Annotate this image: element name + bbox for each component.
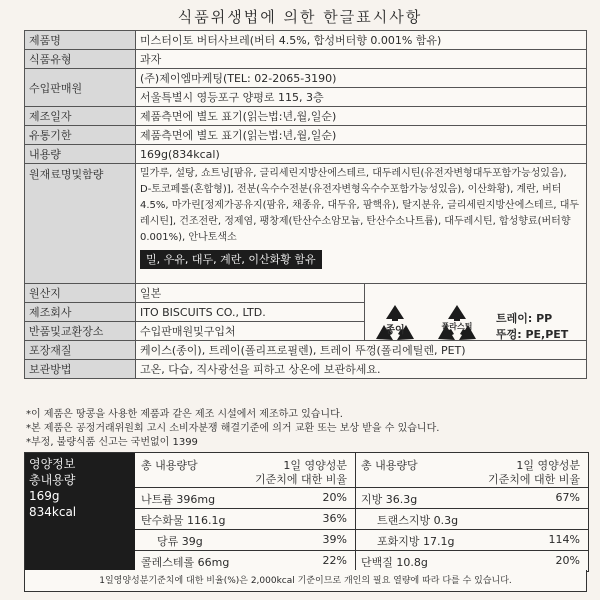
nutrient-name: 콜레스테롤 66mg: [141, 556, 230, 569]
paper-recycle-icon: [370, 301, 420, 351]
nutrition-column-right: [355, 453, 588, 571]
nutrient-row: [355, 488, 588, 509]
nutrition-total-amount: 169g: [29, 489, 60, 503]
food-type-label: 식품유형: [25, 50, 136, 69]
expiry-date: 제품측면에 별도 표기(읽는법:년,월,일순): [136, 126, 587, 145]
nutrient-row: [135, 509, 355, 530]
importer-label: 수입판매원: [25, 69, 136, 107]
origin: 일본: [136, 284, 365, 303]
nutrient-percent: 67%: [555, 491, 580, 504]
return-place: 수입판매원및구입처: [136, 322, 365, 341]
daily-value-ratio-label: 기준치에 대한 비율: [254, 473, 347, 486]
manufacturer-label: 제조회사: [25, 303, 136, 322]
per-total-label: 총 내용량당: [361, 459, 418, 472]
recycle-legend: [496, 311, 568, 343]
plastic-recycle-icon: [432, 301, 482, 351]
ingredients-cell: [136, 164, 587, 284]
manufacturer: ITO BISCUITS CO., LTD.: [136, 303, 365, 322]
page-title: 식품위생법에 의한 한글표시사항: [177, 8, 423, 26]
nutrition-total-kcal: 834kcal: [29, 505, 77, 519]
nutrient-name: 지방 36.3g: [361, 493, 418, 506]
nutrient-row: [355, 551, 588, 571]
nutrient-name: 포화지방 17.1g: [377, 535, 455, 548]
notice-item: *본 제품은 공정거래위원회 고시 소비자분쟁 해결기준에 의거 교환 또는 보상 받을 수 있습니다.: [26, 423, 440, 434]
nutrient-name: 당류 39g: [157, 535, 203, 548]
daily-value-label: 1일 영양성분: [283, 459, 347, 472]
content-amount: 169g(834kcal): [136, 145, 587, 164]
nutrition-column-left: [135, 453, 356, 571]
recycle-marks: [368, 295, 586, 361]
table-row: [25, 360, 587, 379]
nutrient-row: [355, 509, 588, 530]
table-row: [25, 164, 587, 284]
content-label: 내용량: [25, 145, 136, 164]
table-row: [25, 126, 587, 145]
mfg-date-label: 제조일자: [25, 107, 136, 126]
expiry-label: 유통기한: [25, 126, 136, 145]
daily-value-ratio-label: 기준치에 대한 비율: [487, 473, 580, 486]
nutrient-row: [135, 530, 355, 551]
storage: 고온, 다습, 직사광선을 피하고 상온에 보관하세요.: [136, 360, 587, 379]
nutrition-column-header: [135, 453, 355, 488]
importer: (주)제이엠마케팅(TEL: 02-2065-3190): [136, 69, 587, 88]
plastic-label: 플라스틱: [441, 322, 473, 331]
nutrient-percent: 114%: [548, 533, 580, 546]
table-row: [25, 107, 587, 126]
nutrient-percent: 36%: [322, 512, 347, 525]
nutrition-total-label: 총내용량: [29, 473, 76, 487]
mfg-date: 제품측면에 별도 표기(읽는법:년,월,일순): [136, 107, 587, 126]
nutrition-title: 영양정보: [29, 457, 76, 471]
paper-label: 종이: [385, 325, 405, 336]
packaging: 케이스(종이), 트레이(폴리프로필렌), 트레이 뚜껑(폴리에틸렌, PET): [136, 341, 587, 360]
nutrient-percent: 20%: [322, 491, 347, 504]
food-type: 과자: [136, 50, 587, 69]
daily-value-label: 1일 영양성분: [516, 459, 580, 472]
product-name: 미스터이토 버터사브레(버터 4.5%, 합성버터향 0.001% 함유): [136, 31, 587, 50]
nutrient-percent: 39%: [322, 533, 347, 546]
per-total-label: 총 내용량당: [141, 459, 198, 472]
ingredients-label: 원재료명및함량: [25, 164, 136, 284]
ingredients-text: 밀가루, 설탕, 쇼트닝[팜유, 글리세린지방산에스테르, 대두레시틴(유전자변형대두포함가능성있음), D-토코페롤(혼합형)], 전분(옥수수전분(유전자변형옥수수포함가능성있음), 이산화황), 계란, 버터4.5%, 마가린[정제가공유지(팜유, 채종유, 대두유, 팜핵유), 탈지분유, 글리세린지방산에스테르, 대두레시틴], 건조전란, 정제염, 팽창제(탄산수소암모늄, 탄산수소나트륨), 대두레시틴, 합성향료(버터향0.001%), 안나토색소: [140, 168, 580, 243]
nutrient-percent: 22%: [322, 554, 347, 567]
nutrition-header: [25, 453, 135, 571]
notice-list: [26, 408, 586, 450]
nutrient-name: 트랜스지방 0.3g: [377, 514, 459, 527]
nutrition-table: [24, 452, 589, 572]
nutrient-row: [135, 551, 355, 571]
nutrition-column-header: [355, 453, 588, 488]
nutrient-percent: 20%: [555, 554, 580, 567]
nutrient-name: 나트륨 396mg: [141, 493, 216, 506]
table-row: [25, 50, 587, 69]
storage-label: 보관방법: [25, 360, 136, 379]
nutrient-row: [355, 530, 588, 551]
notice-item: *이 제품은 땅콩을 사용한 제품과 같은 제조 시설에서 제조하고 있습니다.: [26, 409, 343, 420]
product-name-label: 제품명: [25, 31, 136, 50]
tray-material: 트레이: PP: [496, 312, 553, 325]
table-row: [25, 69, 587, 88]
packaging-label: 포장재질: [25, 341, 136, 360]
nutrient-name: 탄수화물 116.1g: [141, 514, 226, 527]
nutrient-name: 단백질 10.8g: [361, 556, 428, 569]
notice-item: *부정, 불량식품 신고는 국번없이 1399: [26, 437, 198, 448]
origin-label: 원산지: [25, 284, 136, 303]
table-row: [25, 31, 587, 50]
nutrient-row: [135, 488, 355, 509]
nutrition-footnote: 1일영양성분기준치에 대한 비율(%)은 2,000kcal 기준이므로 개인의 필요 열량에 따라 다를 수 있습니다.: [24, 570, 587, 592]
table-row: [25, 145, 587, 164]
importer-address: 서울특별시 영등포구 양평로 115, 3층: [136, 88, 587, 107]
return-label: 반품및교환장소: [25, 322, 136, 341]
lid-material: 뚜껑: PE,PET: [496, 328, 569, 341]
allergen-badge: 밀, 우유, 대두, 계란, 이산화황 함유: [140, 250, 322, 269]
